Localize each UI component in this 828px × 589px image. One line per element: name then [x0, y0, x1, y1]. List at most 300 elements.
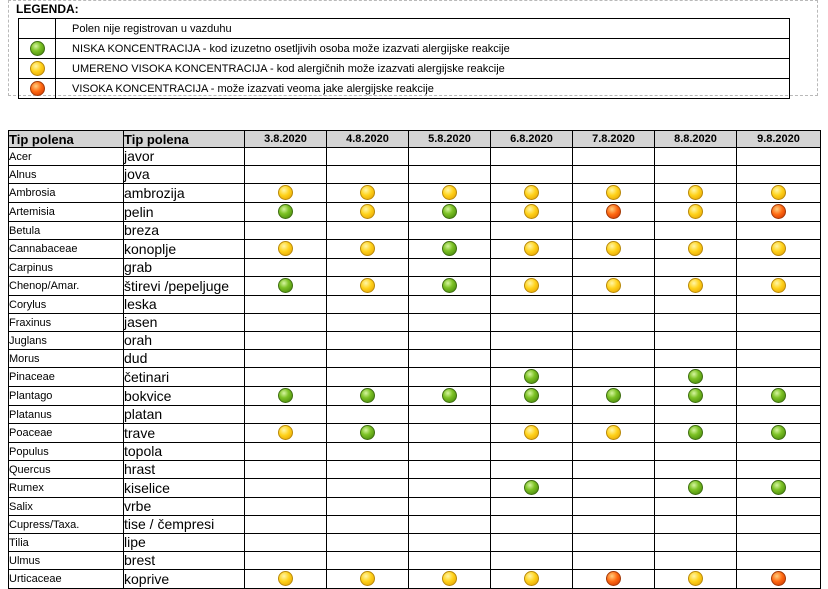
- concentration-cell: [491, 406, 573, 424]
- header-latin-name: Tip polena: [9, 131, 124, 148]
- local-name: dud: [124, 350, 245, 368]
- latin-name: Poaceae: [9, 424, 124, 443]
- local-name: bokvice: [124, 387, 245, 406]
- legend-icon-cell: [19, 59, 56, 79]
- mid-concentration-icon: [688, 241, 703, 256]
- concentration-cell: [655, 240, 737, 259]
- concentration-cell: [245, 570, 327, 589]
- mid-concentration-icon: [360, 278, 375, 293]
- mid-concentration-icon: [524, 241, 539, 256]
- concentration-cell: [409, 406, 491, 424]
- mid-concentration-icon: [278, 241, 293, 256]
- concentration-cell: [655, 350, 737, 368]
- legend-text: Polen nije registrovan u vazduhu: [56, 19, 790, 39]
- concentration-cell: [245, 406, 327, 424]
- header-local-name: Tip polena: [124, 131, 245, 148]
- concentration-cell: [655, 570, 737, 589]
- concentration-cell: [655, 314, 737, 332]
- mid-concentration-icon: [360, 571, 375, 586]
- concentration-cell: [573, 259, 655, 277]
- high-concentration-icon: [30, 81, 45, 96]
- table-row: [9, 570, 821, 589]
- concentration-cell: [573, 406, 655, 424]
- latin-name: Artemisia: [9, 203, 124, 222]
- concentration-cell: [737, 314, 821, 332]
- local-name: konoplje: [124, 240, 245, 259]
- concentration-cell: [737, 534, 821, 552]
- local-name: javor: [124, 148, 245, 166]
- local-name: ambrozija: [124, 184, 245, 203]
- concentration-cell: [245, 314, 327, 332]
- table-row: [9, 368, 821, 387]
- concentration-cell: [737, 406, 821, 424]
- latin-name: Ambrosia: [9, 184, 124, 203]
- concentration-cell: [245, 166, 327, 184]
- low-concentration-icon: [442, 241, 457, 256]
- table-row: [9, 461, 821, 479]
- mid-concentration-icon: [688, 278, 703, 293]
- latin-name: Acer: [9, 148, 124, 166]
- concentration-cell: [327, 498, 409, 516]
- legend-icon-cell: [19, 39, 56, 59]
- low-concentration-icon: [278, 388, 293, 403]
- low-concentration-icon: [688, 480, 703, 495]
- concentration-cell: [737, 552, 821, 570]
- low-concentration-icon: [606, 388, 621, 403]
- concentration-cell: [655, 498, 737, 516]
- concentration-cell: [737, 516, 821, 534]
- table-row: [9, 406, 821, 424]
- concentration-cell: [491, 461, 573, 479]
- concentration-cell: [655, 332, 737, 350]
- concentration-cell: [327, 203, 409, 222]
- concentration-cell: [655, 259, 737, 277]
- mid-concentration-icon: [360, 241, 375, 256]
- concentration-cell: [573, 184, 655, 203]
- concentration-cell: [245, 516, 327, 534]
- concentration-cell: [327, 184, 409, 203]
- concentration-cell: [655, 534, 737, 552]
- concentration-cell: [409, 461, 491, 479]
- concentration-cell: [409, 350, 491, 368]
- concentration-cell: [655, 222, 737, 240]
- concentration-cell: [409, 240, 491, 259]
- local-name: četinari: [124, 368, 245, 387]
- mid-concentration-icon: [360, 204, 375, 219]
- concentration-cell: [573, 203, 655, 222]
- concentration-cell: [655, 148, 737, 166]
- table-row: [9, 479, 821, 498]
- concentration-cell: [245, 203, 327, 222]
- concentration-cell: [245, 240, 327, 259]
- concentration-cell: [327, 240, 409, 259]
- concentration-cell: [655, 479, 737, 498]
- concentration-cell: [327, 443, 409, 461]
- concentration-cell: [245, 424, 327, 443]
- mid-concentration-icon: [771, 241, 786, 256]
- concentration-cell: [409, 277, 491, 296]
- mid-concentration-icon: [524, 425, 539, 440]
- table-row: [9, 314, 821, 332]
- concentration-cell: [491, 387, 573, 406]
- concentration-cell: [655, 368, 737, 387]
- header-date: 5.8.2020: [409, 131, 491, 148]
- concentration-cell: [655, 203, 737, 222]
- concentration-cell: [491, 534, 573, 552]
- concentration-cell: [573, 240, 655, 259]
- concentration-cell: [327, 368, 409, 387]
- concentration-cell: [655, 443, 737, 461]
- concentration-cell: [737, 443, 821, 461]
- mid-concentration-icon: [278, 425, 293, 440]
- table-row: [9, 203, 821, 222]
- mid-concentration-icon: [442, 571, 457, 586]
- concentration-cell: [737, 570, 821, 589]
- concentration-cell: [737, 461, 821, 479]
- local-name: tise / čempresi: [124, 516, 245, 534]
- mid-concentration-icon: [606, 185, 621, 200]
- mid-concentration-icon: [688, 185, 703, 200]
- concentration-cell: [491, 277, 573, 296]
- concentration-cell: [409, 424, 491, 443]
- legend-table: [18, 18, 790, 99]
- concentration-cell: [409, 332, 491, 350]
- concentration-cell: [737, 203, 821, 222]
- latin-name: Morus: [9, 350, 124, 368]
- low-concentration-icon: [360, 388, 375, 403]
- concentration-cell: [573, 443, 655, 461]
- mid-concentration-icon: [524, 185, 539, 200]
- low-concentration-icon: [442, 388, 457, 403]
- concentration-cell: [245, 350, 327, 368]
- high-concentration-icon: [606, 204, 621, 219]
- concentration-cell: [491, 424, 573, 443]
- local-name: jasen: [124, 314, 245, 332]
- high-concentration-icon: [771, 571, 786, 586]
- concentration-cell: [327, 534, 409, 552]
- concentration-cell: [409, 314, 491, 332]
- latin-name: Fraxinus: [9, 314, 124, 332]
- header-date: 9.8.2020: [737, 131, 821, 148]
- local-name: štirevi /pepeljuge: [124, 277, 245, 296]
- concentration-cell: [409, 368, 491, 387]
- mid-concentration-icon: [606, 241, 621, 256]
- concentration-cell: [327, 461, 409, 479]
- concentration-cell: [245, 222, 327, 240]
- concentration-cell: [409, 479, 491, 498]
- header-date: 4.8.2020: [327, 131, 409, 148]
- concentration-cell: [245, 148, 327, 166]
- latin-name: Alnus: [9, 166, 124, 184]
- mid-concentration-icon: [278, 185, 293, 200]
- concentration-cell: [655, 296, 737, 314]
- mid-concentration-icon: [30, 61, 45, 76]
- concentration-cell: [409, 148, 491, 166]
- latin-name: Ulmus: [9, 552, 124, 570]
- low-concentration-icon: [771, 388, 786, 403]
- concentration-cell: [327, 552, 409, 570]
- concentration-cell: [245, 552, 327, 570]
- concentration-cell: [245, 387, 327, 406]
- concentration-cell: [491, 332, 573, 350]
- concentration-cell: [245, 498, 327, 516]
- low-concentration-icon: [771, 425, 786, 440]
- legend-icon-cell: [19, 19, 56, 39]
- concentration-cell: [327, 479, 409, 498]
- latin-name: Carpinus: [9, 259, 124, 277]
- low-concentration-icon: [524, 369, 539, 384]
- concentration-cell: [573, 350, 655, 368]
- low-concentration-icon: [278, 278, 293, 293]
- concentration-cell: [655, 552, 737, 570]
- legend-icon-cell: [19, 79, 56, 99]
- concentration-cell: [327, 259, 409, 277]
- concentration-cell: [245, 332, 327, 350]
- mid-concentration-icon: [606, 278, 621, 293]
- concentration-cell: [327, 296, 409, 314]
- table-row: [9, 534, 821, 552]
- legend-title: LEGENDA:: [16, 2, 79, 16]
- concentration-cell: [327, 516, 409, 534]
- concentration-cell: [409, 516, 491, 534]
- low-concentration-icon: [442, 204, 457, 219]
- concentration-cell: [409, 498, 491, 516]
- table-row: [9, 184, 821, 203]
- concentration-cell: [327, 350, 409, 368]
- concentration-cell: [737, 240, 821, 259]
- mid-concentration-icon: [688, 204, 703, 219]
- concentration-cell: [573, 222, 655, 240]
- concentration-cell: [573, 148, 655, 166]
- concentration-cell: [655, 166, 737, 184]
- concentration-cell: [245, 479, 327, 498]
- local-name: orah: [124, 332, 245, 350]
- legend-row: [19, 39, 790, 59]
- concentration-cell: [737, 498, 821, 516]
- local-name: leska: [124, 296, 245, 314]
- header-date: 3.8.2020: [245, 131, 327, 148]
- concentration-cell: [245, 461, 327, 479]
- concentration-cell: [491, 296, 573, 314]
- concentration-cell: [573, 479, 655, 498]
- table-row: [9, 296, 821, 314]
- low-concentration-icon: [688, 369, 703, 384]
- concentration-cell: [737, 184, 821, 203]
- mid-concentration-icon: [524, 571, 539, 586]
- concentration-cell: [573, 314, 655, 332]
- concentration-cell: [409, 184, 491, 203]
- table-row: [9, 350, 821, 368]
- concentration-cell: [655, 461, 737, 479]
- concentration-cell: [737, 332, 821, 350]
- low-concentration-icon: [771, 480, 786, 495]
- concentration-cell: [573, 387, 655, 406]
- table-row: [9, 516, 821, 534]
- pollen-table: [8, 130, 821, 589]
- mid-concentration-icon: [606, 425, 621, 440]
- concentration-cell: [409, 203, 491, 222]
- concentration-cell: [737, 259, 821, 277]
- concentration-cell: [491, 184, 573, 203]
- legend-row: [19, 59, 790, 79]
- concentration-cell: [655, 184, 737, 203]
- concentration-cell: [409, 296, 491, 314]
- table-row: [9, 240, 821, 259]
- latin-name: Urticaceae: [9, 570, 124, 589]
- concentration-cell: [573, 332, 655, 350]
- legend-text: VISOKA KONCENTRACIJA - može izazvati veoma jake alergijske reakcije: [56, 79, 790, 99]
- latin-name: Cupress/Taxa.: [9, 516, 124, 534]
- concentration-cell: [409, 166, 491, 184]
- mid-concentration-icon: [524, 204, 539, 219]
- mid-concentration-icon: [771, 185, 786, 200]
- concentration-cell: [737, 296, 821, 314]
- concentration-cell: [573, 534, 655, 552]
- concentration-cell: [409, 222, 491, 240]
- concentration-cell: [573, 277, 655, 296]
- concentration-cell: [327, 570, 409, 589]
- concentration-cell: [245, 277, 327, 296]
- concentration-cell: [245, 368, 327, 387]
- low-concentration-icon: [442, 278, 457, 293]
- low-concentration-icon: [278, 204, 293, 219]
- concentration-cell: [327, 148, 409, 166]
- concentration-cell: [327, 222, 409, 240]
- concentration-cell: [573, 461, 655, 479]
- concentration-cell: [491, 368, 573, 387]
- mid-concentration-icon: [442, 185, 457, 200]
- latin-name: Salix: [9, 498, 124, 516]
- table-row: [9, 424, 821, 443]
- concentration-cell: [573, 498, 655, 516]
- concentration-cell: [737, 277, 821, 296]
- concentration-cell: [737, 479, 821, 498]
- legend-text: NISKA KONCENTRACIJA - kod izuzetno osetljivih osoba može izazvati alergijske reakcije: [56, 39, 790, 59]
- concentration-cell: [491, 516, 573, 534]
- latin-name: Platanus: [9, 406, 124, 424]
- local-name: breza: [124, 222, 245, 240]
- header-date: 8.8.2020: [655, 131, 737, 148]
- table-row: [9, 222, 821, 240]
- table-row: [9, 443, 821, 461]
- latin-name: Rumex: [9, 479, 124, 498]
- concentration-cell: [327, 314, 409, 332]
- concentration-cell: [573, 516, 655, 534]
- table-row: [9, 148, 821, 166]
- low-concentration-icon: [360, 425, 375, 440]
- concentration-cell: [573, 570, 655, 589]
- concentration-cell: [491, 240, 573, 259]
- concentration-cell: [737, 368, 821, 387]
- table-row: [9, 332, 821, 350]
- mid-concentration-icon: [771, 278, 786, 293]
- concentration-cell: [737, 424, 821, 443]
- concentration-cell: [409, 443, 491, 461]
- concentration-cell: [491, 498, 573, 516]
- local-name: jova: [124, 166, 245, 184]
- concentration-cell: [409, 259, 491, 277]
- mid-concentration-icon: [278, 571, 293, 586]
- concentration-cell: [573, 166, 655, 184]
- latin-name: Populus: [9, 443, 124, 461]
- concentration-cell: [655, 387, 737, 406]
- header-date: 7.8.2020: [573, 131, 655, 148]
- concentration-cell: [491, 166, 573, 184]
- latin-name: Cannabaceae: [9, 240, 124, 259]
- concentration-cell: [655, 424, 737, 443]
- table-row: [9, 498, 821, 516]
- concentration-cell: [737, 222, 821, 240]
- local-name: lipe: [124, 534, 245, 552]
- mid-concentration-icon: [524, 278, 539, 293]
- concentration-cell: [409, 570, 491, 589]
- concentration-cell: [737, 166, 821, 184]
- low-concentration-icon: [30, 41, 45, 56]
- low-concentration-icon: [524, 388, 539, 403]
- table-header-row: [9, 131, 821, 148]
- concentration-cell: [491, 570, 573, 589]
- local-name: vrbe: [124, 498, 245, 516]
- concentration-cell: [409, 534, 491, 552]
- local-name: pelin: [124, 203, 245, 222]
- concentration-cell: [655, 406, 737, 424]
- concentration-cell: [573, 296, 655, 314]
- concentration-cell: [491, 259, 573, 277]
- latin-name: Juglans: [9, 332, 124, 350]
- high-concentration-icon: [771, 204, 786, 219]
- legend-text: UMERENO VISOKA KONCENTRACIJA - kod alergičnih može izazvati alergijske reakcije: [56, 59, 790, 79]
- legend-row: [19, 79, 790, 99]
- concentration-cell: [409, 387, 491, 406]
- high-concentration-icon: [606, 571, 621, 586]
- concentration-cell: [655, 277, 737, 296]
- latin-name: Quercus: [9, 461, 124, 479]
- mid-concentration-icon: [688, 571, 703, 586]
- concentration-cell: [491, 203, 573, 222]
- latin-name: Betula: [9, 222, 124, 240]
- concentration-cell: [491, 443, 573, 461]
- concentration-cell: [737, 148, 821, 166]
- local-name: hrast: [124, 461, 245, 479]
- concentration-cell: [491, 350, 573, 368]
- header-date: 6.8.2020: [491, 131, 573, 148]
- table-row: [9, 552, 821, 570]
- latin-name: Pinaceae: [9, 368, 124, 387]
- concentration-cell: [409, 552, 491, 570]
- concentration-cell: [491, 148, 573, 166]
- concentration-cell: [491, 552, 573, 570]
- mid-concentration-icon: [360, 185, 375, 200]
- concentration-cell: [327, 277, 409, 296]
- concentration-cell: [327, 424, 409, 443]
- local-name: trave: [124, 424, 245, 443]
- local-name: brest: [124, 552, 245, 570]
- concentration-cell: [491, 479, 573, 498]
- table-row: [9, 387, 821, 406]
- table-row: [9, 277, 821, 296]
- concentration-cell: [327, 166, 409, 184]
- concentration-cell: [245, 296, 327, 314]
- local-name: grab: [124, 259, 245, 277]
- concentration-cell: [491, 314, 573, 332]
- concentration-cell: [655, 516, 737, 534]
- concentration-cell: [737, 387, 821, 406]
- concentration-cell: [245, 534, 327, 552]
- table-row: [9, 259, 821, 277]
- concentration-cell: [737, 350, 821, 368]
- table-row: [9, 166, 821, 184]
- local-name: kiselice: [124, 479, 245, 498]
